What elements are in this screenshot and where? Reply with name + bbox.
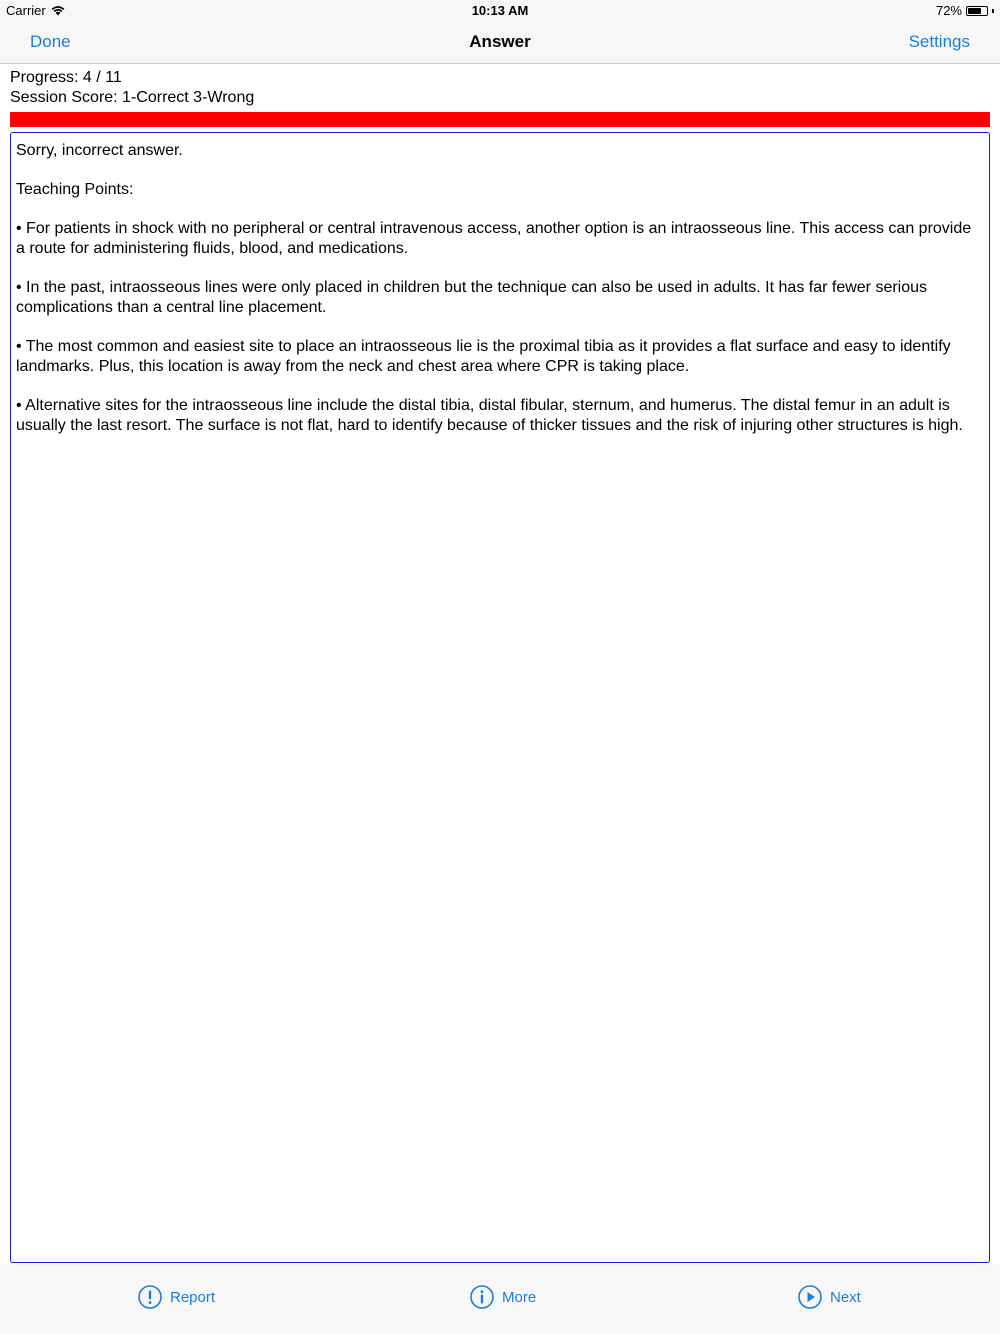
battery-icon <box>966 6 988 16</box>
more-button[interactable] <box>470 1285 536 1309</box>
settings-button[interactable]: Settings <box>908 32 970 51</box>
progress-label: Progress: 4 / 11 <box>10 69 122 86</box>
score-bar-fill <box>10 112 990 127</box>
navigation-bar <box>0 22 1000 64</box>
exclamation-circle-icon <box>138 1285 162 1309</box>
battery-indicator <box>936 3 994 18</box>
answer-text-view[interactable] <box>10 132 990 1263</box>
play-circle-icon <box>798 1285 822 1309</box>
page-title: Answer <box>469 32 531 51</box>
info-circle-icon <box>470 1285 494 1309</box>
teaching-points-heading: Teaching Points: <box>16 181 134 198</box>
teaching-point: • For patients in shock with no peripheral or central intravenous access, another option is an intraosseous line. This access can provide a route for administering fluids, blood, and medications. <box>16 220 972 257</box>
teaching-point: • In the past, intraosseous lines were only placed in children but the technique can also be used in adults. It has far fewer serious complications than a central line placement. <box>16 279 928 316</box>
clock: 10:13 AM <box>471 3 529 18</box>
report-label: Report <box>170 1288 216 1306</box>
battery-percent: 72% <box>935 3 962 18</box>
more-label: More <box>502 1288 537 1306</box>
status-bar <box>0 0 1000 22</box>
carrier-label: Carrier <box>6 3 46 18</box>
done-button[interactable]: Done <box>30 32 71 51</box>
teaching-point: • The most common and easiest site to place an intraosseous lie is the proximal tibia as it provides a flat surface and easy to identify landmarks. Plus, this location is away from the neck and chest area where CPR is taking place. <box>16 338 951 375</box>
teaching-point: • Alternative sites for the intraosseous line include the distal tibia, distal fibular, sternum, and humerus. The distal femur in an adult is usually the last resort. The surface is not flat, hard to identify because of thicker tissues and the risk of injuring other structures is high. <box>16 397 963 434</box>
bottom-toolbar <box>0 1264 1000 1334</box>
session-score-label: Session Score: 1-Correct 3-Wrong <box>10 89 255 106</box>
session-info <box>10 68 254 108</box>
next-label: Next <box>830 1288 861 1306</box>
battery-tip <box>992 9 994 13</box>
report-button[interactable] <box>138 1285 215 1309</box>
result-message: Sorry, incorrect answer. <box>16 142 183 159</box>
next-button[interactable] <box>798 1285 861 1309</box>
battery-level-fill <box>968 8 981 14</box>
score-bar <box>10 112 990 127</box>
